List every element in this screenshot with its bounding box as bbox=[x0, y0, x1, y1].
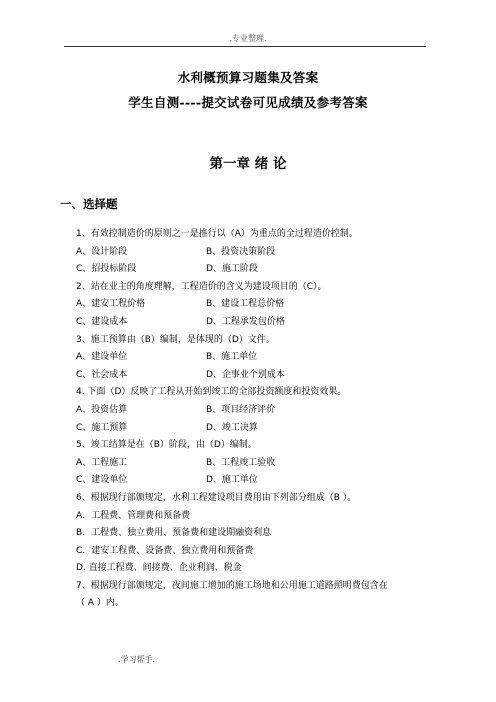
question-line bbox=[76, 437, 436, 455]
question-line bbox=[76, 490, 436, 508]
section-heading: 一、选择题 bbox=[60, 197, 118, 211]
line-text: A、投资估算 bbox=[76, 404, 128, 415]
question-line bbox=[76, 472, 436, 490]
question-line bbox=[76, 578, 436, 596]
option-text-right: B、施工单位 bbox=[206, 352, 258, 363]
line-text: B．工程费、独立费用、预备费和建设期融资利息 bbox=[76, 528, 272, 539]
line-text: C、社会成本 bbox=[76, 369, 128, 380]
chapter-heading: 第一章 绪 论 bbox=[209, 156, 287, 172]
option-text-right: D、工程承发包价格 bbox=[206, 316, 285, 327]
line-text: 7、根据现行部颁规定，夜间施工增加的施工场地和公用施工道路照明费包含在 bbox=[76, 580, 388, 591]
page-header-text: .专业整理. bbox=[229, 34, 267, 43]
question-line bbox=[76, 420, 436, 438]
option-text-right: B、项目经济评价 bbox=[206, 404, 276, 415]
document-subtitle: 学生自测----提交试卷可见成绩及参考答案 bbox=[128, 95, 368, 110]
question-list bbox=[76, 226, 436, 613]
question-line bbox=[76, 261, 436, 279]
line-text: 2、站在业主的角度理解，工程造价的含义为建设项目的（C）。 bbox=[76, 281, 327, 292]
line-text: A、建安工程价格 bbox=[76, 299, 146, 310]
question-line bbox=[76, 279, 436, 297]
header-divider bbox=[64, 46, 426, 47]
option-text-right: B、投资决策阶段 bbox=[206, 246, 276, 257]
question-line bbox=[76, 244, 436, 262]
line-text: 5、竣工结算是在（B）阶段，由（D）编制。 bbox=[76, 440, 257, 451]
question-line bbox=[76, 560, 436, 578]
document-title: 水利概预算习题集及答案 bbox=[177, 70, 319, 85]
question-line bbox=[76, 402, 436, 420]
question-line bbox=[76, 525, 436, 543]
question-line bbox=[76, 543, 436, 561]
question-line bbox=[76, 508, 436, 526]
line-text: C、建设单位 bbox=[76, 475, 128, 486]
option-text-right: D、竣工决算 bbox=[206, 422, 258, 433]
question-line bbox=[76, 384, 436, 402]
line-text: （ A ）内。 bbox=[76, 598, 124, 609]
question-line bbox=[76, 455, 436, 473]
line-text: A、设计阶段 bbox=[76, 246, 128, 257]
option-text-right: D、企事业个别成本 bbox=[206, 369, 285, 380]
line-text: C、建设成本 bbox=[76, 316, 128, 327]
line-text: C．建安工程费、设备费、独立费用和预备费 bbox=[76, 545, 254, 556]
line-text: 1、有效控制造价的原则之一是推行以（A）为重点的全过程造价控制。 bbox=[76, 229, 358, 239]
line-text: A、工程施工 bbox=[76, 457, 128, 468]
question-line bbox=[76, 314, 436, 332]
option-text-right: B、工程竣工验收 bbox=[206, 457, 276, 468]
option-text-right: D、施工阶段 bbox=[206, 264, 258, 275]
line-text: C、施工预算 bbox=[76, 422, 128, 433]
question-line bbox=[76, 349, 436, 367]
line-text: D. 直接工程费、间接费、企业利润、税金 bbox=[76, 563, 242, 574]
option-text-right: B、建设工程总价格 bbox=[206, 299, 285, 310]
line-text: 3、施工预算由（B）编制，是体现的（D）文件。 bbox=[76, 334, 275, 345]
question-line bbox=[76, 226, 436, 244]
line-text: 6、根据现行部颁规定，水利工程建设项目费用由下列部分组成（B ）。 bbox=[76, 492, 357, 503]
line-text: C、招投标阶段 bbox=[76, 264, 137, 275]
line-text: 4. 下面（D）反映了工程从开始到竣工的全部投资额度和投资效果。 bbox=[76, 387, 347, 398]
option-text-right: D、施工单位 bbox=[206, 475, 258, 486]
line-text: A、建设单位 bbox=[76, 352, 128, 363]
line-text: A．工程费、管理费和预备费 bbox=[76, 510, 191, 521]
question-line bbox=[76, 296, 436, 314]
question-line bbox=[76, 367, 436, 385]
question-line bbox=[76, 332, 436, 350]
question-line bbox=[76, 595, 436, 613]
page-footer-text: .学习帮手. bbox=[118, 655, 156, 664]
